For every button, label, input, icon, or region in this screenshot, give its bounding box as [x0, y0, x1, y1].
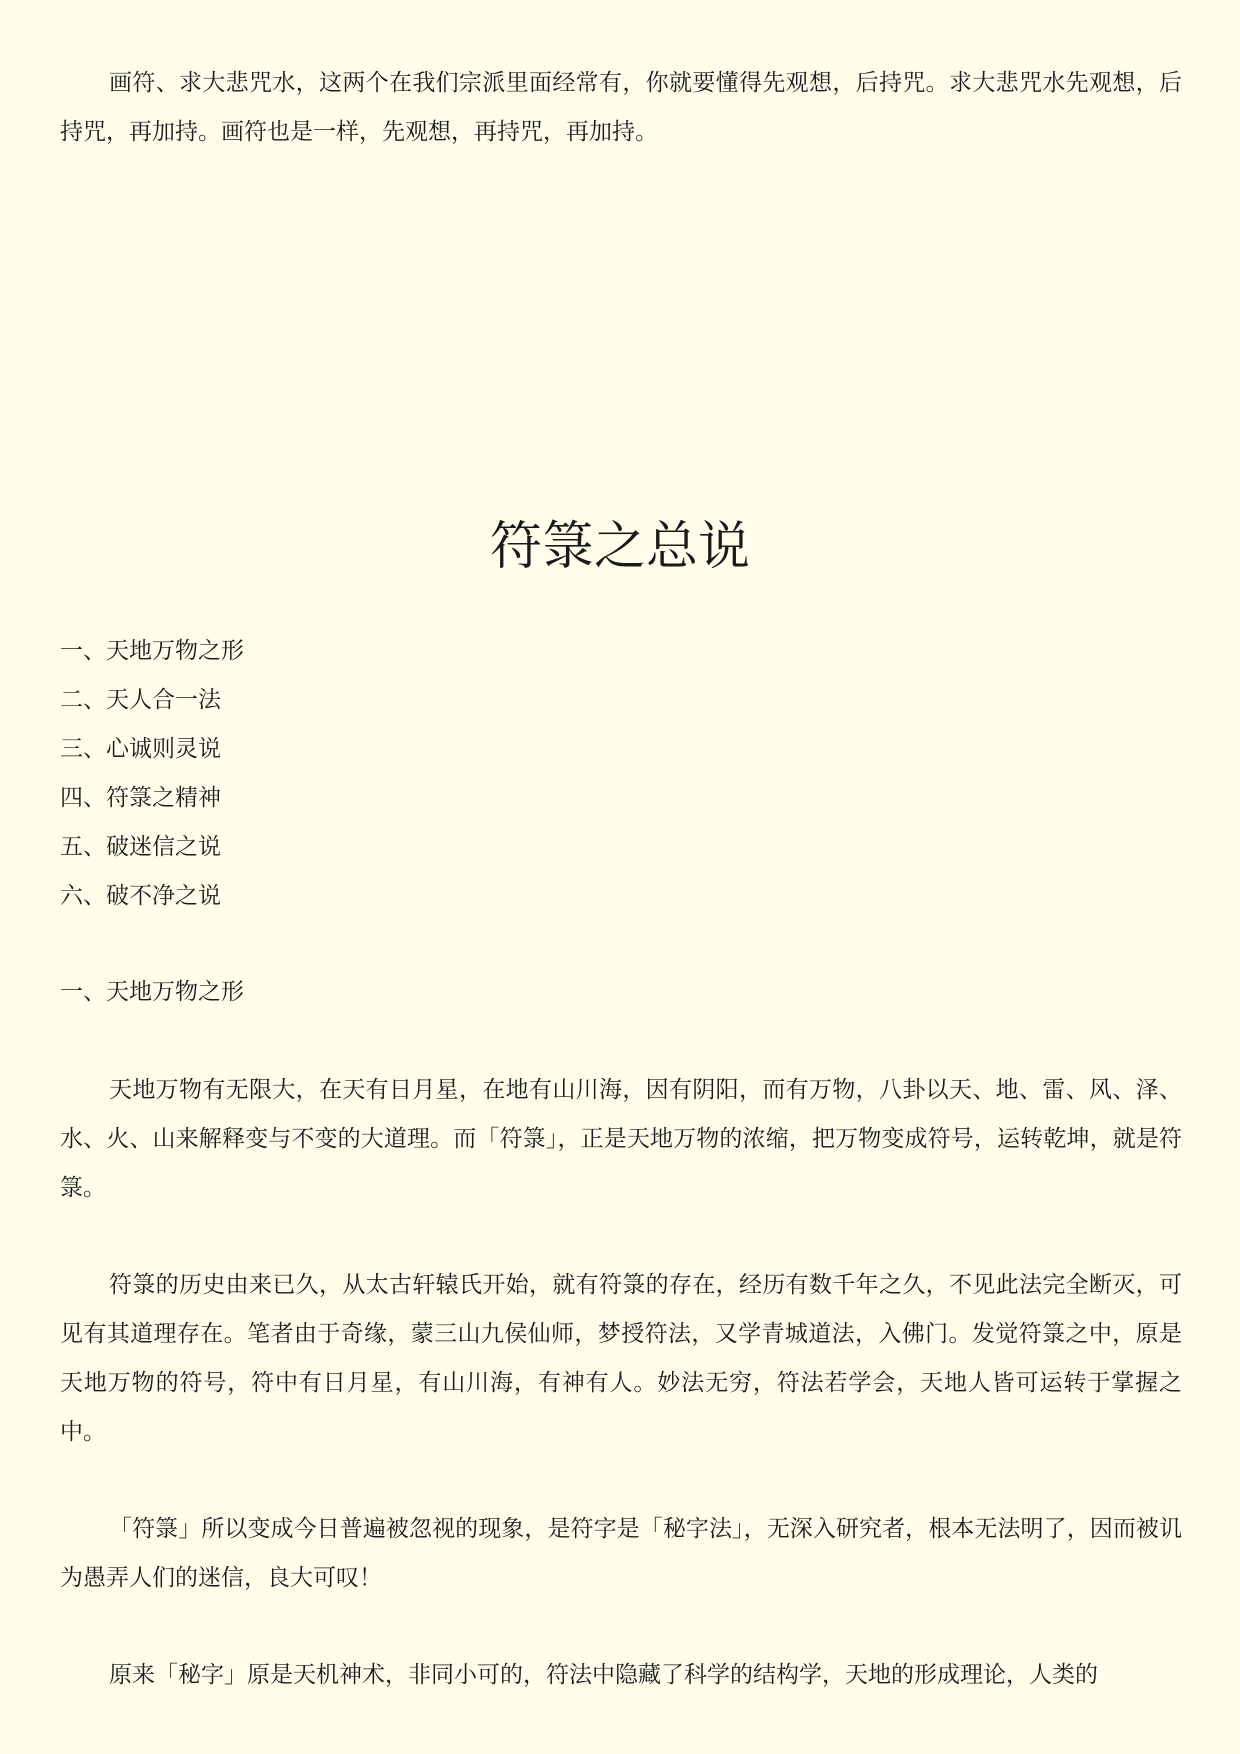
intro-paragraph: 画符、求大悲咒水，这两个在我们宗派里面经常有，你就要懂得先观想，后持咒。求大悲咒水先观想，后持咒，再加持。画符也是一样，先观想，再持咒，再加持。 [60, 70, 1182, 145]
toc-item-3: 三、心诚则灵说 [60, 736, 221, 762]
body-paragraph-2: 符箓的历史由来已久，从太古轩辕氏开始，就有符箓的存在，经历有数千年之久，不见此法完全断灭，可见有其道理存在。笔者由于奇缘，蒙三山九侯仙师，梦授符法，又学青城道法，入佛门。发觉符箓之中，原是天地万物的符号，符中有日月星，有山川海，有神有人。妙法无穷，符法若学会，天地人皆可运转于掌握之中。 [60, 1272, 1182, 1445]
toc-item-6: 六、破不净之说 [60, 883, 221, 909]
page-title: 符箓之总说 [489, 517, 750, 577]
toc-item-1: 一、天地万物之形 [60, 638, 244, 664]
table-of-contents [60, 627, 244, 921]
body-paragraph-1: 天地万物有无限大，在天有日月星，在地有山川海，因有阴阳，而有万物，八卦以天、地、雷、风、泽、水、火、山来解释变与不变的大道理。而「符箓」，正是天地万物的浓缩，把万物变成符号，运转乾坤，就是符箓。 [60, 1077, 1182, 1201]
body-paragraph-4: 原来「秘字」原是天机神术，非同小可的，符法中隐藏了科学的结构学，天地的形成理论，人类的 [109, 1662, 1098, 1688]
section-heading: 一、天地万物之形 [60, 979, 244, 1005]
toc-item-2: 二、天人合一法 [60, 687, 221, 713]
toc-item-4: 四、符箓之精神 [60, 785, 221, 811]
toc-item-5: 五、破迷信之说 [60, 834, 221, 860]
body-paragraph-3: 「符箓」所以变成今日普遍被忽视的现象，是符字是「秘字法」，无深入研究者，根本无法明了，因而被讥为愚弄人们的迷信，良大可叹！ [60, 1516, 1182, 1591]
